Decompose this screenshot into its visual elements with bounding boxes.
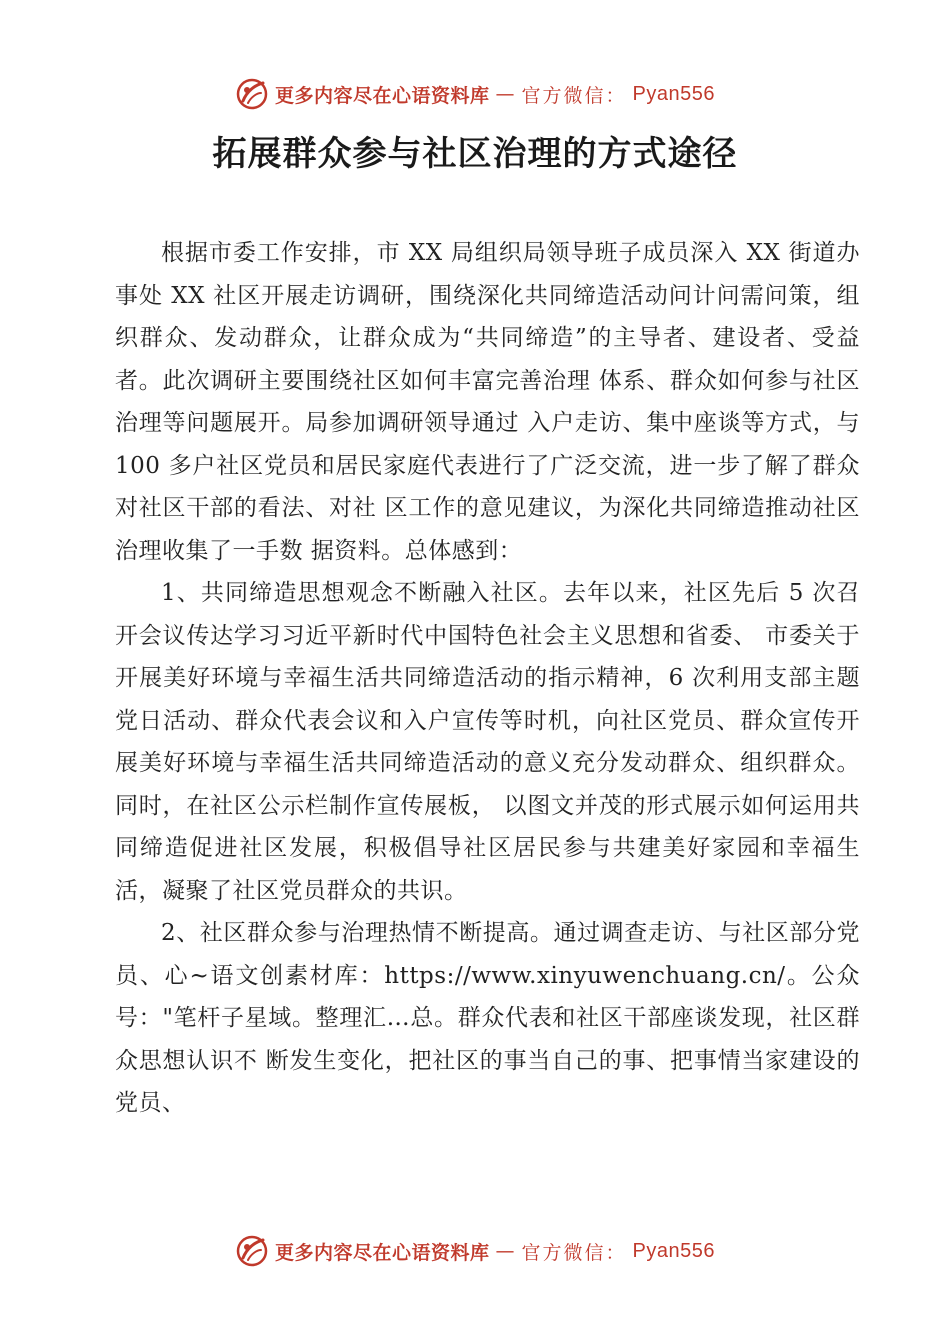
banner-separator: — [495,83,516,105]
brand-logo-icon [235,1234,269,1268]
banner-wechat-id: Pyan556 [632,1239,715,1262]
banner-brand-text: 更多内容尽在心语资料库 [275,1241,490,1264]
paragraph-point-2: 2、社区群众参与治理热情不断提高。通过调查走访、与社区部分党员、心~语文创素材库：https://www.xinyuwenchuang.cn/。公众号："笔杆子星域。整理汇…总。群众代表和社区干部座谈发现，社区群众思想认识不 断发生变化，把社区的事当自己的事、把事情当家建设的党员、 [115,920,860,1116]
banner-wechat-label: 官方微信： [521,84,627,107]
banner-separator: — [495,1240,516,1262]
banner-wechat-id: Pyan556 [632,82,715,105]
brand-logo-icon [235,77,269,111]
document-body [115,232,860,1125]
header-watermark-banner [0,72,950,116]
banner-brand-text: 更多内容尽在心语资料库 [275,84,490,107]
banner-wechat-label: 官方微信： [521,1241,627,1264]
document-title: 拓展群众参与社区治理的方式途径 [212,134,738,174]
paragraph-intro: 根据市委工作安排，市 XX 局组织局领导班子成员深入 XX 街道办事处 XX 社区开展走访调研，围绕深化共同缔造活动问计问需问策，组织群众、发动群众，让群众成为“共同缔造”的主导者、建设者、受益者。此次调研主要围绕社区如何丰富完善治理 体系、群众如何参与社区治理等问题展开。局参加调研领导通过 入户走访、集中座谈等方式，与 100 多户社区党员和居民家庭代表进行了广泛交流，进一步了解了群众对社区干部的看法、对社 区工作的意见建议，为深化共同缔造推动社区治理收集了一手数 据资料。总体感到： [115,240,860,564]
footer-watermark-banner [0,1229,950,1273]
paragraph-point-1: 1、共同缔造思想观念不断融入社区。去年以来，社区先后 5 次召开会议传达学习习近平新时代中国特色社会主义思想和省委、 市委关于开展美好环境与幸福生活共同缔造活动的指示精神，6 次利用支部主题党日活动、群众代表会议和入户宣传等时机，向社区党员、群众宣传开展美好环境与幸福生活共同缔造活动的意义充分发动群众、组织群众。同时，在社区公示栏制作宣传展板， 以图文并茂的形式展示如何运用共同缔造促进社区发展，积极倡导社区居民参与共建美好家园和幸福生活，凝聚了社区党员群众的共识。 [115,580,860,904]
